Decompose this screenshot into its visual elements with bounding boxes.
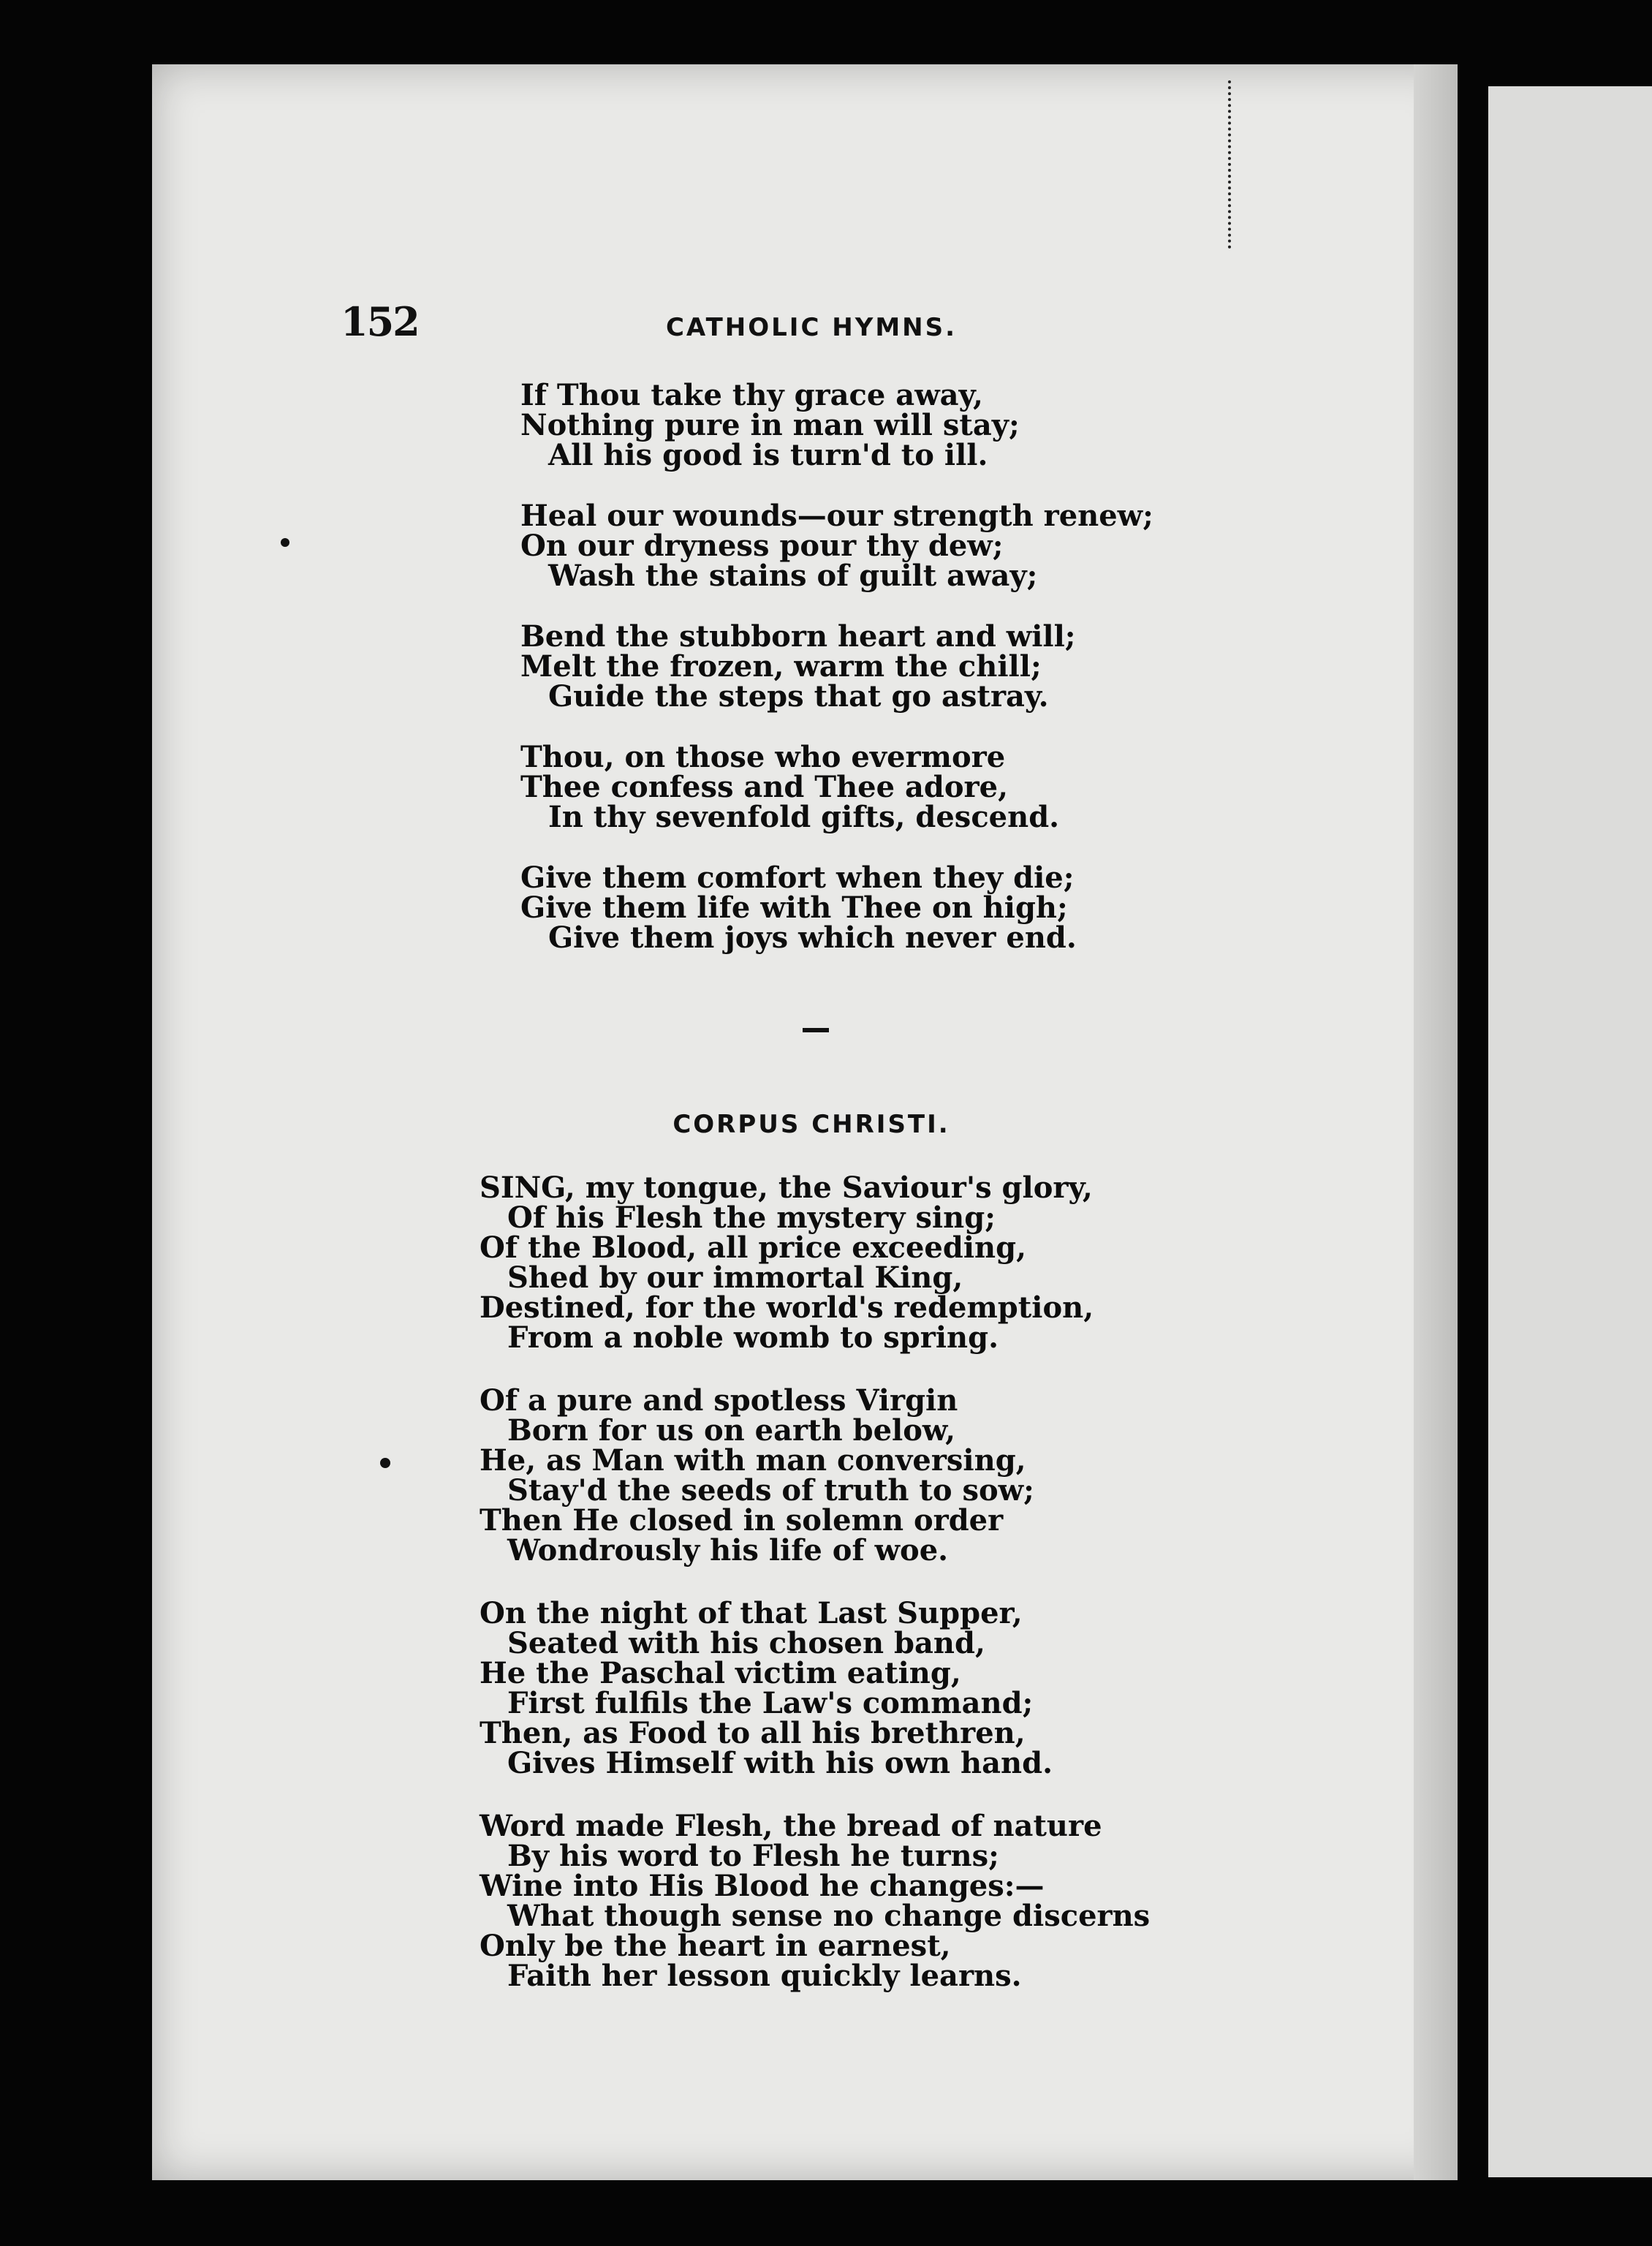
stanza bbox=[480, 1173, 1150, 1353]
stanza bbox=[480, 1811, 1150, 1991]
verse-line: Born for us on earth below, bbox=[507, 1413, 955, 1448]
verse-line: Bend the stubborn heart and will; bbox=[520, 619, 1076, 654]
stanza bbox=[480, 1383, 1150, 1568]
verse-line: If Thou take thy grace away, bbox=[520, 378, 983, 412]
verse-line: Thee confess and Thee adore, bbox=[520, 770, 1008, 804]
verse-line: All his good is turn'd to ill. bbox=[548, 438, 988, 472]
section-divider bbox=[803, 1028, 829, 1032]
verse-line: Only be the heart in earnest, bbox=[480, 1929, 951, 1963]
verse-line: Give them comfort when they die; bbox=[520, 861, 1075, 895]
verse-line: Of his Flesh the mystery sing; bbox=[507, 1200, 996, 1235]
verse-line: Destined, for the world's redemption, bbox=[480, 1290, 1094, 1325]
page-number: 152 bbox=[341, 298, 419, 345]
margin-marks bbox=[1228, 80, 1240, 249]
verse-line: Nothing pure in man will stay; bbox=[520, 408, 1020, 442]
verse-line: Shed by our immortal King, bbox=[507, 1260, 963, 1295]
ink-speck bbox=[281, 538, 289, 547]
verse-line: Then He closed in solemn order bbox=[480, 1503, 1004, 1538]
verse-line: Word made Flesh, the bread of nature bbox=[480, 1809, 1102, 1843]
verse-line: Of the Blood, all price exceeding, bbox=[480, 1230, 1026, 1265]
verse-line: Seated with his chosen band, bbox=[507, 1626, 985, 1660]
verse-line: In thy sevenfold gifts, descend. bbox=[548, 800, 1060, 834]
stanza bbox=[480, 1598, 1150, 1778]
stanza bbox=[520, 863, 1153, 953]
verse-line: On the night of that Last Supper, bbox=[480, 1596, 1023, 1630]
ink-speck bbox=[380, 1458, 390, 1468]
verse-line: What though sense no change discerns bbox=[507, 1899, 1151, 1933]
hymn-title: CORPUS CHRISTI. bbox=[672, 1110, 950, 1139]
running-head: CATHOLIC HYMNS. bbox=[665, 313, 958, 342]
hymn-veni-sancte bbox=[520, 380, 1153, 983]
verse-line: He, as Man with man conversing, bbox=[480, 1443, 1026, 1478]
stanza bbox=[520, 619, 1153, 714]
verse-line: Heal our wounds—our strength renew; bbox=[520, 499, 1153, 533]
verse-line: Wine into His Blood he changes:— bbox=[480, 1869, 1045, 1903]
verse-line: SING, my tongue, the Saviour's glory, bbox=[480, 1171, 1093, 1205]
verse-line: First fulfils the Law's command; bbox=[507, 1686, 1034, 1720]
verse-line: Wondrously his life of woe. bbox=[507, 1533, 949, 1568]
verse-line: Faith her lesson quickly learns. bbox=[507, 1959, 1022, 1993]
verse-line: Give them life with Thee on high; bbox=[520, 891, 1068, 925]
verse-line: On our dryness pour thy dew; bbox=[520, 529, 1004, 563]
verse-line: Gives Himself with his own hand. bbox=[507, 1746, 1053, 1780]
stanza bbox=[520, 380, 1153, 470]
verse-line: By his word to Flesh he turns; bbox=[507, 1839, 999, 1873]
adjacent-page-edge bbox=[1488, 86, 1652, 2177]
verse-line: From a noble womb to spring. bbox=[507, 1320, 999, 1355]
page-gutter-shadow bbox=[1414, 64, 1458, 2180]
verse-line: Give them joys which never end. bbox=[548, 920, 1077, 955]
verse-line: He the Paschal victim eating, bbox=[480, 1656, 961, 1690]
verse-line: Stay'd the seeds of truth to sow; bbox=[507, 1473, 1034, 1508]
verse-line: Guide the steps that go astray. bbox=[548, 679, 1049, 714]
verse-line: Of a pure and spotless Virgin bbox=[480, 1383, 958, 1418]
hymn-corpus-christi bbox=[480, 1173, 1150, 2024]
stanza bbox=[520, 742, 1153, 832]
verse-line: Thou, on those who evermore bbox=[520, 740, 1006, 774]
stanza bbox=[520, 501, 1153, 591]
verse-line: Then, as Food to all his brethren, bbox=[480, 1716, 1026, 1750]
verse-line: Melt the frozen, warm the chill; bbox=[520, 649, 1042, 684]
verse-line: Wash the stains of guilt away; bbox=[548, 559, 1038, 593]
